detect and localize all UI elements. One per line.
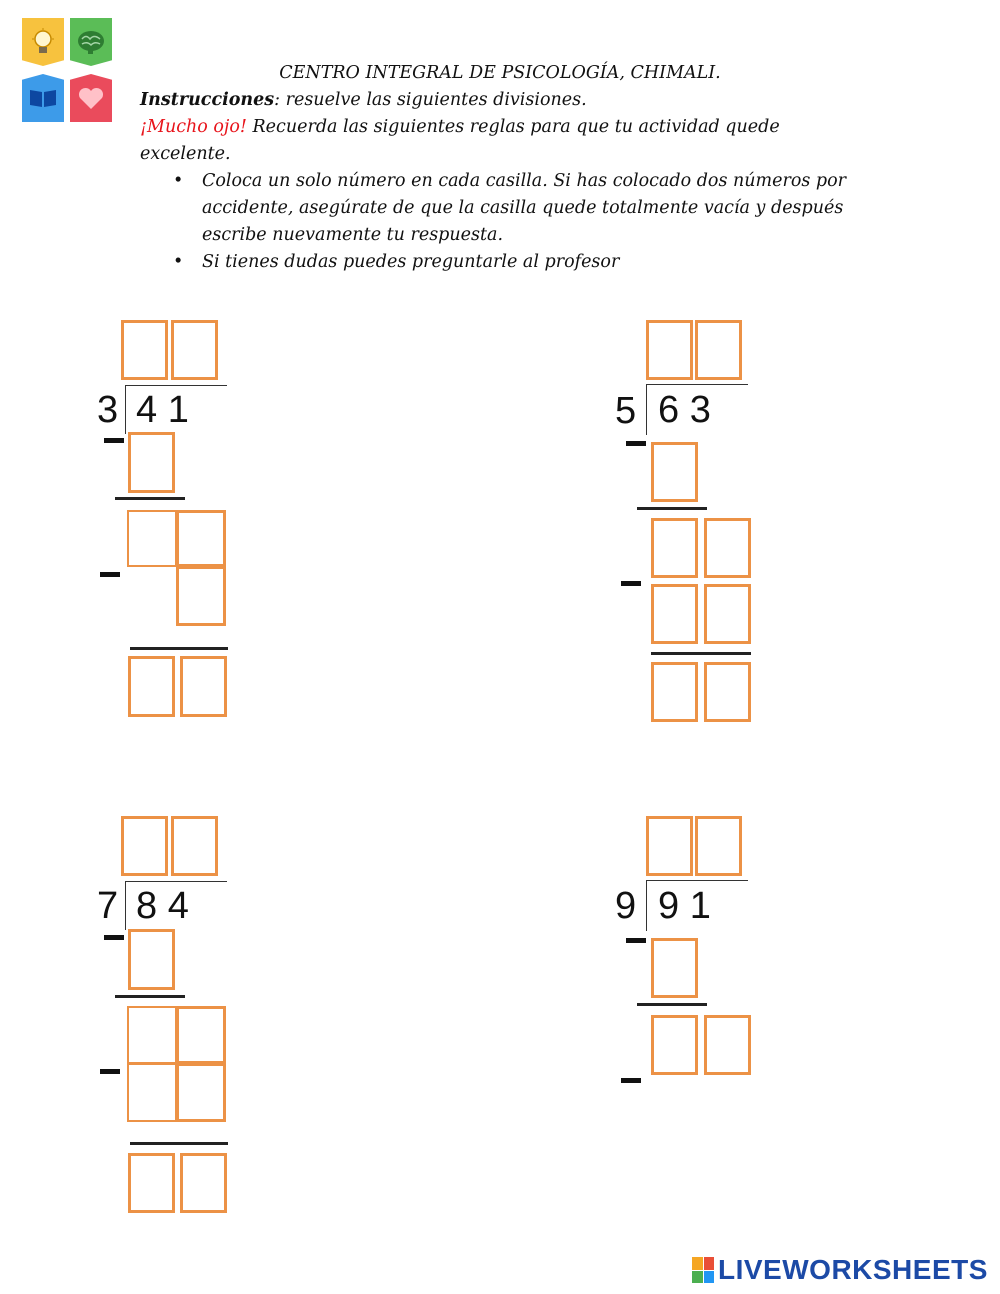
bullet: • — [173, 171, 184, 191]
quotient-box[interactable] — [121, 816, 168, 876]
subtraction-line — [115, 497, 185, 500]
instructions-text: : resuelve las siguientes divisiones. — [274, 90, 587, 110]
logo-tile-book — [22, 74, 64, 122]
rule-text: Coloca un solo número en cada casilla. Si has colocado dos números por accidente, asegúrate de que la casilla quede totalmente vacía y después escribe nuevamente tu respuesta. — [202, 171, 847, 245]
product-box[interactable] — [651, 938, 698, 998]
brain-icon — [76, 29, 106, 55]
remainder-box[interactable] — [651, 518, 698, 578]
liveworksheets-logo — [692, 1254, 988, 1286]
remainder-box[interactable] — [127, 510, 177, 567]
divisor: 7 — [97, 885, 119, 927]
warning-label: ¡Mucho ojo! — [140, 117, 247, 137]
product-box[interactable] — [127, 1063, 177, 1122]
book-icon — [28, 87, 58, 109]
product-box[interactable] — [651, 442, 698, 502]
logo-tile-lightbulb — [22, 18, 64, 66]
quotient-box[interactable] — [646, 816, 693, 876]
warning-text: Recuerda las siguientes reglas para que tu actividad quede excelente. — [140, 117, 780, 164]
remainder-box[interactable] — [176, 510, 226, 567]
minus-sign — [104, 438, 124, 443]
remainder-box[interactable] — [128, 1153, 175, 1213]
brand-name: LIVEWORKSHEETS — [718, 1254, 988, 1285]
product-box[interactable] — [176, 566, 226, 626]
remainder-box[interactable] — [180, 656, 227, 717]
divisor: 9 — [615, 885, 637, 927]
subtraction-line — [637, 1003, 707, 1006]
dividend: 9 1 — [658, 885, 711, 927]
remainder-box[interactable] — [127, 1006, 177, 1064]
minus-sign — [626, 441, 646, 446]
minus-sign — [621, 1078, 641, 1083]
dividend: 8 4 — [136, 885, 189, 927]
quotient-box[interactable] — [646, 320, 693, 380]
subtraction-line — [115, 995, 185, 998]
logo-tile-brain — [70, 18, 112, 66]
subtraction-line — [130, 1142, 228, 1145]
minus-sign — [100, 572, 120, 577]
lightbulb-icon — [30, 27, 56, 57]
remainder-box[interactable] — [128, 656, 175, 717]
remainder-box[interactable] — [704, 1015, 751, 1075]
product-box[interactable] — [128, 432, 175, 493]
warning-line — [140, 114, 800, 168]
rules-list — [140, 168, 862, 276]
subtraction-line — [130, 647, 228, 650]
product-box[interactable] — [128, 929, 175, 990]
remainder-box[interactable] — [180, 1153, 227, 1213]
product-box[interactable] — [651, 584, 698, 644]
product-box[interactable] — [176, 1063, 226, 1122]
bullet: • — [173, 252, 184, 272]
minus-sign — [626, 938, 646, 943]
logo-tile-heart — [70, 74, 112, 122]
rule-item — [173, 249, 862, 276]
minus-sign — [104, 935, 124, 940]
dividend: 6 3 — [658, 389, 711, 431]
remainder-box[interactable] — [651, 1015, 698, 1075]
quotient-box[interactable] — [171, 320, 218, 380]
divisor: 5 — [615, 390, 637, 432]
remainder-box[interactable] — [704, 662, 751, 722]
rule-item — [173, 168, 862, 249]
heart-icon — [77, 85, 105, 111]
dividend: 4 1 — [136, 389, 189, 431]
remainder-box[interactable] — [176, 1006, 226, 1064]
rule-text: Si tienes dudas puedes preguntarle al profesor — [202, 252, 620, 272]
quotient-box[interactable] — [695, 816, 742, 876]
quotient-box[interactable] — [695, 320, 742, 380]
instructions-line — [140, 87, 900, 114]
instructions-block — [140, 60, 900, 276]
page-title: CENTRO INTEGRAL DE PSICOLOGÍA, CHIMALI. — [279, 63, 721, 83]
remainder-box[interactable] — [651, 662, 698, 722]
quotient-box[interactable] — [171, 816, 218, 876]
product-box[interactable] — [704, 584, 751, 644]
subtraction-line — [651, 652, 751, 655]
instructions-label: Instrucciones — [140, 90, 275, 110]
liveworksheets-icon — [692, 1257, 714, 1283]
logo — [22, 18, 114, 124]
divisor: 3 — [97, 389, 119, 431]
quotient-box[interactable] — [121, 320, 168, 380]
minus-sign — [621, 581, 641, 586]
minus-sign — [100, 1069, 120, 1074]
subtraction-line — [637, 507, 707, 510]
remainder-box[interactable] — [704, 518, 751, 578]
